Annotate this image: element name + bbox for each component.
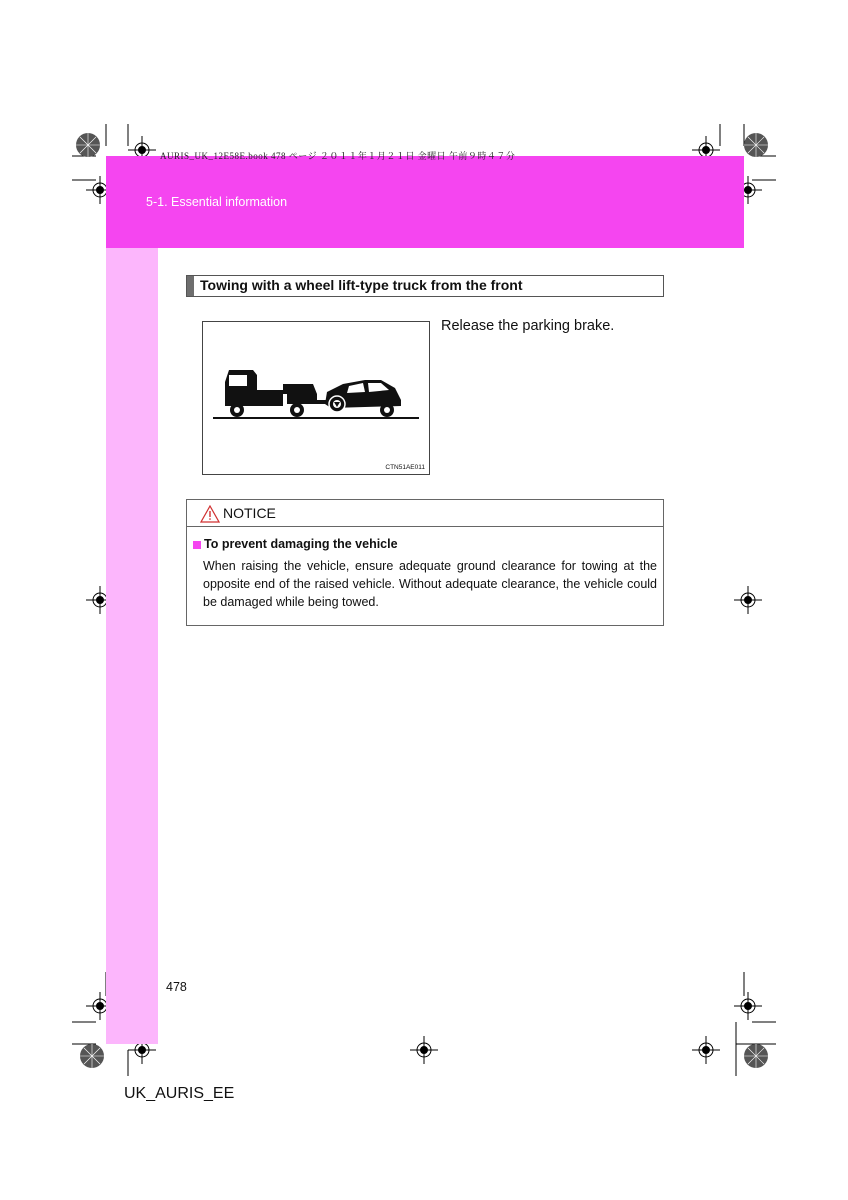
warning-triangle-icon	[200, 505, 220, 523]
tow-truck-icon	[203, 322, 429, 474]
car-icon	[325, 380, 401, 417]
instruction-text: Release the parking brake.	[441, 318, 615, 334]
heading-bar	[187, 276, 194, 296]
bullet-square-icon	[193, 541, 201, 549]
towing-illustration	[202, 321, 430, 475]
notice-header	[187, 500, 663, 527]
figure-code: CTN51AE011	[385, 464, 425, 471]
print-info-line: AURIS_UK_12E58E.book 478 ページ ２０１１年１月２１日 金曜日 午前９時４７分	[160, 151, 516, 161]
section-heading-text: Towing with a wheel lift-type truck from the front	[200, 277, 523, 293]
notice-box	[186, 499, 664, 626]
section-heading	[186, 275, 664, 297]
page-number: 478	[166, 980, 187, 994]
notice-title: NOTICE	[223, 505, 276, 521]
notice-subtitle: To prevent damaging the vehicle	[204, 537, 398, 551]
chapter-label: 5-1. Essential information	[146, 195, 288, 209]
side-tab-band	[106, 248, 158, 1044]
document-code: UK_AURIS_EE	[124, 1085, 235, 1102]
notice-body: When raising the vehicle, ensure adequate ground clearance for towing at the opposite end of the raised vehicle. Without adequate clearance, the vehicle could be damaged while being towed.	[203, 559, 657, 609]
